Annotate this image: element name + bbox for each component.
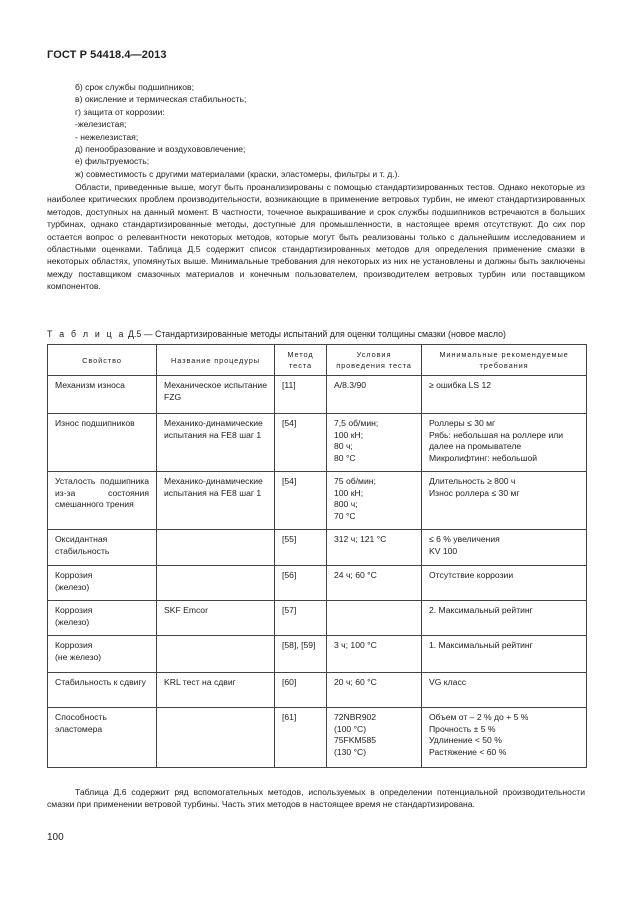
table-row xyxy=(48,673,587,708)
table-cell: 20 ч; 60 °C xyxy=(327,673,422,708)
table-caption-text: Д.5 — Стандартизированные методы испытаний для оценки толщины смазки (новое масло) xyxy=(125,329,506,339)
table-cell: [56] xyxy=(275,566,327,601)
table-cell: 3 ч; 100 °C xyxy=(327,636,422,673)
table-cell: [54] xyxy=(275,414,327,472)
table-cell: 75 об/мин; 100 кН; 800 ч; 70 °C xyxy=(327,472,422,530)
table-cell: [61] xyxy=(275,708,327,768)
list-item: -железистая; xyxy=(75,119,127,130)
table-cell: [54] xyxy=(275,472,327,530)
table-cell: 72NBR902 (100 °C) 75FKM585 (130 °C) xyxy=(327,708,422,768)
list-item: д) пенообразование и воздухововлечение; xyxy=(75,144,246,155)
table-row xyxy=(48,414,587,472)
table-cell: [60] xyxy=(275,673,327,708)
list-item: ж) совместимость с другими материалами (краски, эластомеры, фильтры и т. д.). xyxy=(75,168,400,179)
table-cell: Механизм износа xyxy=(48,376,157,414)
column-header: Свойство xyxy=(48,345,157,376)
table-header-row xyxy=(48,345,587,376)
table-caption xyxy=(47,329,506,339)
page-number: 100 xyxy=(47,832,64,843)
table-cell: 7,5 об/мин; 100 кН; 80 ч; 80 °C xyxy=(327,414,422,472)
table-cell: Коррозия (не железо) xyxy=(48,636,157,673)
table-cell: VG класс xyxy=(422,673,587,708)
table-cell: Усталость подшипника из-за состояния смешанного трения xyxy=(48,472,157,530)
table-cell xyxy=(157,530,275,566)
table-cell: ≤ 6 % увеличения KV 100 xyxy=(422,530,587,566)
table-cell: Коррозия (железо) xyxy=(48,601,157,636)
table-cell xyxy=(327,601,422,636)
table-cell: [11] xyxy=(275,376,327,414)
table-cell: ≥ ошибка LS 12 xyxy=(422,376,587,414)
table-cell: [55] xyxy=(275,530,327,566)
table-cell xyxy=(157,636,275,673)
table-cell: Оксидантная стабильность xyxy=(48,530,157,566)
table-cell: Механическое испытание FZG xyxy=(157,376,275,414)
table-cell: [57] xyxy=(275,601,327,636)
table-cell: Механико-динамические испытания на FE8 шаг 1 xyxy=(157,472,275,530)
table-cell xyxy=(157,708,275,768)
column-header: Название процедуры xyxy=(157,345,275,376)
property-list xyxy=(75,81,585,180)
list-item: в) окисление и термическая стабильность; xyxy=(75,94,247,105)
table-cell: Роллеры ≤ 30 мг Рябь: небольшая на роллере или далее на промывателе Микролифтинг: небольшой xyxy=(422,414,587,472)
methods-table xyxy=(47,344,587,768)
table-cell: Объем от – 2 % до + 5 % Прочность ± 5 % Удлинение < 50 % Растяжение < 60 % xyxy=(422,708,587,768)
table-caption-label: Т а б л и ц а xyxy=(47,329,126,339)
document-header: ГОСТ Р 54418.4—2013 xyxy=(47,49,167,61)
table-cell: Отсутствие коррозии xyxy=(422,566,587,601)
table-row xyxy=(48,601,587,636)
table-row xyxy=(48,636,587,673)
column-header: Минимальные рекомендуемые требования xyxy=(422,345,587,376)
list-item: б) срок службы подшипников; xyxy=(75,82,194,92)
list-item: - нежелезистая; xyxy=(75,131,139,142)
table-cell: [58], [59] xyxy=(275,636,327,673)
table-row xyxy=(48,472,587,530)
column-header: Метод теста xyxy=(275,345,327,376)
list-item: г) защита от коррозии: xyxy=(75,106,165,117)
table-row xyxy=(48,530,587,566)
table-cell: 2. Максимальный рейтинг xyxy=(422,601,587,636)
table-cell: Длительность ≥ 800 ч Износ роллера ≤ 30 мг xyxy=(422,472,587,530)
table-cell: SKF Emcor xyxy=(157,601,275,636)
body-paragraph: Области, приведенные выше, могут быть проанализированы с помощью стандартизированных тестов. Однако некоторые из наиболее критических проблем производительности, возникающие в применение ветровых турбин, не имеют стандартизированных методов, доступных на данный момент. В частности, точечное выкрашивание и срок службы подшипников встречаются в больших турбинах, однако стандартизированные методы, доступные для промышленности, в настоящее время отсутствуют. До сих пор остается вопрос о релевантности некоторых методов, которые могут быть реализованы только с дальнейшим исследованием и областными оценками. Таблица Д.5 содержит список стандартизированных методов для определения применение смазки в некоторых областях, упомянутых выше. Минимальные требования для некоторых из них не установлены и должны быть заключены между поставщиком смазочных материалов и конечным пользователем, производителем ветровых турбин или поставщиком компонентов. xyxy=(47,182,585,292)
table-cell: Стабильность к сдвигу xyxy=(48,673,157,708)
table-cell: Износ подшипников xyxy=(48,414,157,472)
table-cell: 312 ч; 121 °C xyxy=(327,530,422,566)
table-cell xyxy=(157,566,275,601)
body-paragraph: Таблица Д.6 содержит ряд вспомогательных методов, используемых в определении потенциальной производительности смазки при применении ветровой турбины. Часть этих методов в настоящее время не стандартизирована. xyxy=(47,787,585,810)
table-cell: Механико-динамические испытания на FE8 шаг 1 xyxy=(157,414,275,472)
table-cell: Коррозия (железо) xyxy=(48,566,157,601)
table-cell: 24 ч; 60 °C xyxy=(327,566,422,601)
table-cell: A/8.3/90 xyxy=(327,376,422,414)
list-item: е) фильтруемость; xyxy=(75,156,150,167)
table-cell: KRL тест на сдвиг xyxy=(157,673,275,708)
table-cell: Способность эластомера xyxy=(48,708,157,768)
table-row xyxy=(48,566,587,601)
table-row xyxy=(48,708,587,768)
table-cell: 1. Максимальный рейтинг xyxy=(422,636,587,673)
table-row xyxy=(48,376,587,414)
column-header: Условия проведения теста xyxy=(327,345,422,376)
